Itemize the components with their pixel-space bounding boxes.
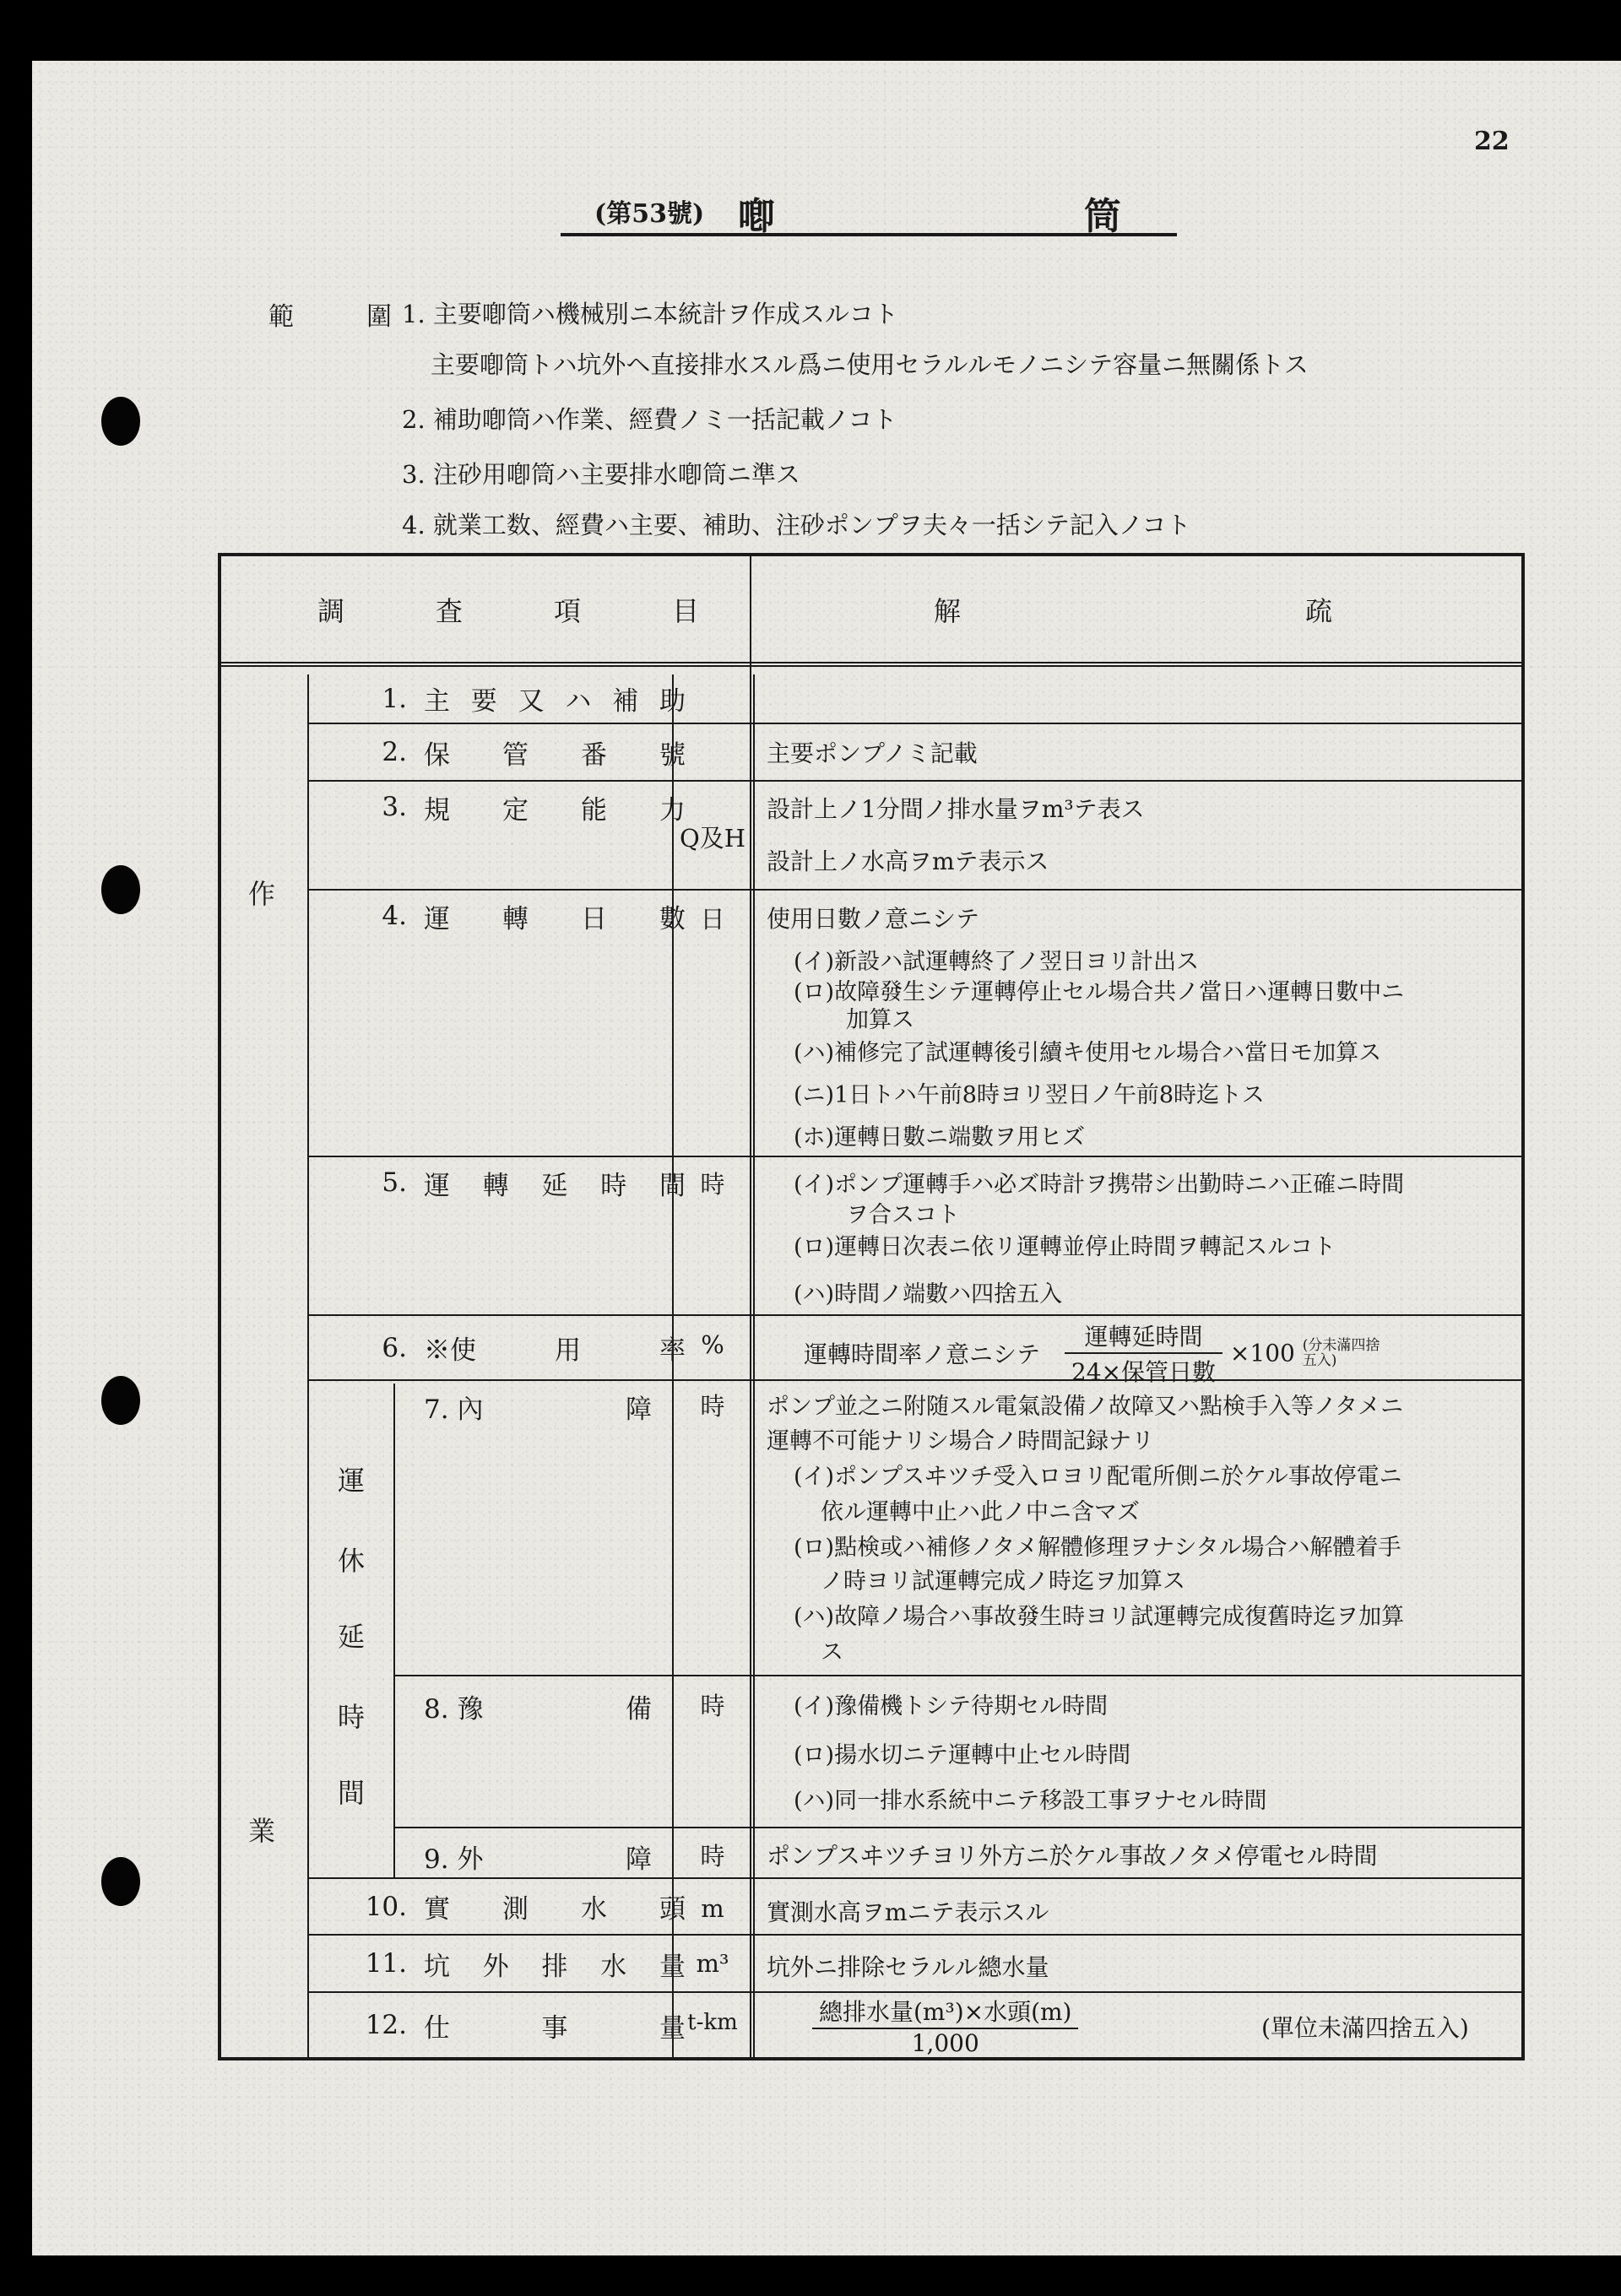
row-2-explanation: 主要ポンプノミ記載 <box>767 739 978 767</box>
usage-rate-fraction: $\frac{\text{運轉延時間}}{\text{24×保管日數}}$ <box>1065 1319 1223 1388</box>
row-3-explanation: 設計上ノ水高ヲmテ表示ス <box>767 847 1049 875</box>
row-1-item: 1. 主 要 又 ハ 補 助 <box>382 683 686 717</box>
row-7-explanation: ス <box>821 1639 843 1665</box>
row-10-item: 10. 實 測 水 頭 <box>365 1891 686 1925</box>
row-12-unit: t-km <box>687 2010 738 2035</box>
stop-label-char: 時 <box>338 1701 366 1733</box>
row-5-explanation: ヲ合スコト <box>846 1202 960 1228</box>
row-8-item: 8. 豫 備 <box>424 1694 652 1725</box>
row-10-explanation: 實測水高ヲmニテ表示スル <box>767 1898 1049 1926</box>
row-5-explanation: (イ)ポンプ運轉手ハ必ズ時計ヲ携帯シ出勤時ニハ正確ニ時間 <box>794 1172 1405 1198</box>
row-3-item: 3. 規 定 能 力 <box>382 792 686 826</box>
scope-line: 3. 注砂用喞筒ハ主要排水喞筒ニ準ス <box>402 460 800 489</box>
row-2-item: 2. 保 管 番 號 <box>382 737 686 771</box>
row-12-formula <box>812 1994 1078 2057</box>
stop-label-char: 延 <box>338 1621 366 1653</box>
row-7-item: 7. 內 障 <box>424 1394 652 1425</box>
row-line <box>393 1675 1521 1676</box>
punch-hole <box>101 1376 140 1425</box>
row-7-unit: 時 <box>700 1392 725 1421</box>
row-7-explanation: (ハ)故障ノ場合ハ事故發生時ヨリ試運轉完成復舊時迄ヲ加算 <box>794 1604 1405 1630</box>
row-4-unit: 日 <box>700 905 725 934</box>
column-divider <box>750 556 751 2060</box>
row-4-explanation: (ハ)補修完了試運轉後引續キ使用セル場合ハ當日モ加算ス <box>794 1040 1382 1066</box>
page-title <box>561 186 1177 236</box>
row-7-explanation: ポンプ並之ニ附随スル電氣設備ノ故障又ハ點検手入等ノタメニ <box>767 1394 1404 1420</box>
column-divider <box>393 1384 395 1877</box>
page-number: 22 <box>1474 127 1510 156</box>
row-11-explanation: 坑外ニ排除セラルル總水量 <box>767 1953 1049 1981</box>
row-7-explanation: 運轉不可能ナリシ場合ノ時間記録ナリ <box>767 1428 1154 1454</box>
scope-line: 主要喞筒トハ坑外ヘ直接排水スル爲ニ使用セラルルモノニシテ容量ニ無關係トス <box>431 350 1309 379</box>
row-9-explanation: ポンプスヰツチヨリ外方ニ於ケル事故ノタメ停電セル時間 <box>767 1842 1378 1870</box>
header-explanation: 解 疏 <box>933 594 1332 627</box>
row-8-unit: 時 <box>700 1692 725 1720</box>
row-7-explanation: (ロ)點検或ハ補修ノタメ解體修理ヲナシタル場合ハ解體着手 <box>794 1535 1401 1561</box>
row-12-note: (單位未滿四捨五入) <box>1261 2014 1469 2042</box>
scope-label: 範 圍 <box>268 302 415 332</box>
header-item: 調 査 項 目 <box>317 594 699 627</box>
punch-hole <box>101 397 140 446</box>
row-line <box>393 1827 1521 1828</box>
group-label-bottom: 業 <box>248 1815 276 1847</box>
group-label-top: 作 <box>248 878 276 910</box>
row-12-item: 12. 仕 事 量 <box>365 2010 686 2044</box>
stop-label-char: 運 <box>338 1465 366 1497</box>
title-number: (第53號) <box>594 199 705 229</box>
row-7-explanation: (イ)ポンプスヰツチ受入ロヨリ配電所側ニ於ケル事故停電ニ <box>794 1464 1402 1490</box>
work-amount-fraction: $\frac{\text{總排水量(m³)×水頭(m)}}{1,000}$ <box>812 1994 1078 2057</box>
row-6-unit: % <box>701 1330 724 1359</box>
row-5-item: 5. 運 轉 延 時 間 <box>382 1167 686 1201</box>
row-7-explanation: 依ル運轉中止ハ此ノ中ニ含マズ <box>821 1499 1140 1525</box>
column-divider <box>753 674 755 2060</box>
row-6-item: 6. ※使 用 率 <box>382 1332 686 1366</box>
row-5-explanation: (ロ)運轉日次表ニ依リ運轉並停止時間ヲ轉記スルコト <box>794 1234 1336 1260</box>
row-7-explanation: ノ時ヨリ試運轉完成ノ時迄ヲ加算ス <box>821 1568 1185 1595</box>
row-4-explanation: 使用日數ノ意ニシテ <box>767 905 980 933</box>
row-11-item: 11. 坑 外 排 水 量 <box>365 1948 686 1982</box>
row-10-unit: m <box>701 1894 724 1923</box>
scope-line: 4. 就業工数、經費ハ主要、補助、注砂ポンプヲ夫々一括シテ記入ノコト <box>402 511 1191 539</box>
scope-line: 2. 補助喞筒ハ作業、經費ノミ一括記載ノコト <box>402 405 897 434</box>
column-divider <box>307 674 309 2060</box>
row-11-unit: m³ <box>696 1949 729 1978</box>
row-4-explanation: (ロ)故障發生シテ運轉停止セル場合共ノ當日ハ運轉日數中ニ <box>794 979 1405 1005</box>
scope-line: 1. 主要喞筒ハ機械別ニ本統計ヲ作成スルコト <box>402 300 898 328</box>
row-9-item: 9. 外 障 <box>424 1844 652 1875</box>
row-3-unit: Q及H <box>679 824 746 853</box>
row-9-unit: 時 <box>700 1842 725 1871</box>
survey-table <box>218 553 1525 2060</box>
row-4-explanation: (ニ)1日トハ午前8時ヨリ翌日ノ午前8時迄トス <box>794 1082 1265 1108</box>
row-8-explanation: (ハ)同一排水系統中ニテ移設工事ヲナセル時間 <box>794 1788 1267 1814</box>
row-4-explanation: (イ)新設ハ試運轉終了ノ翌日ヨリ計出ス <box>794 949 1200 975</box>
title-part-1: 喞 <box>738 195 775 238</box>
row-5-explanation: (ハ)時間ノ端數ハ四捨五入 <box>794 1281 1063 1308</box>
stop-label-char: 休 <box>338 1545 366 1577</box>
stop-label-char: 間 <box>338 1777 366 1809</box>
row-4-explanation: 加算ス <box>846 1007 914 1033</box>
row-8-explanation: (ロ)揚水切ニテ運轉中止セル時間 <box>794 1742 1131 1768</box>
row-4-explanation: (ホ)運轉日數ニ端數ヲ用ヒズ <box>794 1124 1086 1151</box>
row-3-explanation: 設計上ノ1分間ノ排水量ヲm³テ表ス <box>767 795 1145 823</box>
rounding-note: (分未滿四捨 五入) <box>1302 1337 1380 1369</box>
row-4-item: 4. 運 轉 日 數 <box>382 901 686 934</box>
title-part-2: 筒 <box>1084 195 1121 238</box>
row-5-unit: 時 <box>700 1170 725 1199</box>
header-divider <box>221 662 1521 667</box>
row-6-formula: 運轉時間率ノ意ニシテ $\frac{\text{運轉延時間}}{\text{24×保管日數}}$ ×100 (分未滿四捨 五入) <box>804 1319 1380 1388</box>
row-8-explanation: (イ)豫備機トシテ待期セル時間 <box>794 1693 1109 1719</box>
punch-hole <box>101 1857 140 1906</box>
punch-hole <box>101 865 140 914</box>
